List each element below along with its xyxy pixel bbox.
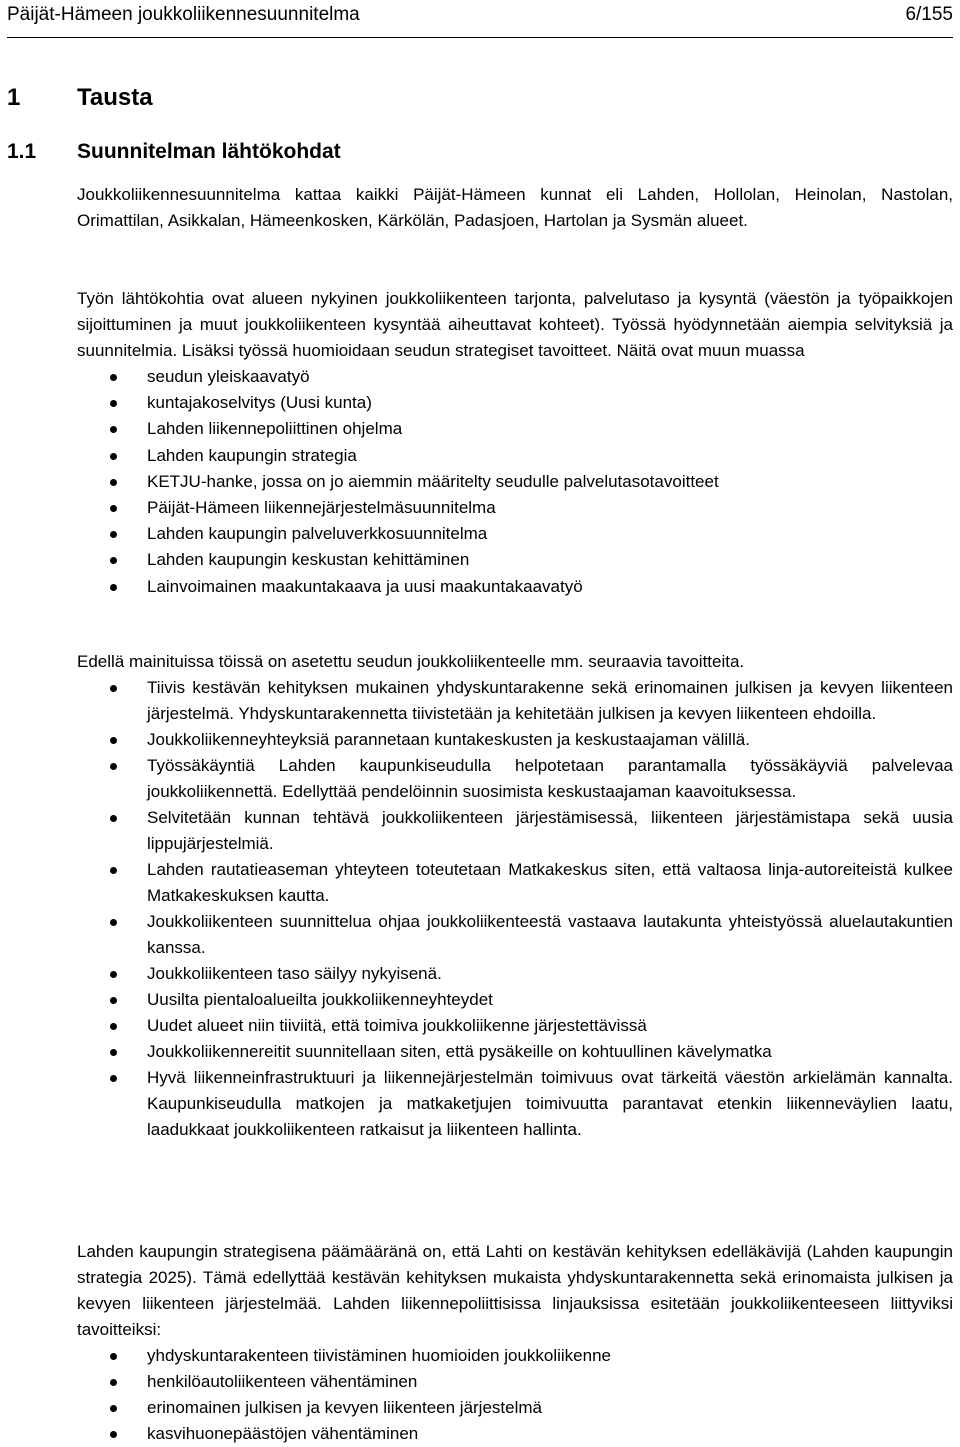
list-item: kasvihuonepäästöjen vähentäminen [77, 1421, 953, 1447]
list-item: Selvitetään kunnan tehtävä joukkoliikenteen järjestämisessä, liikenteen järjestämistapa sekä uusia lippujärjestelmiä. [77, 805, 953, 857]
transport-policy-goals-list [77, 1343, 953, 1447]
paragraph-targets-text: Edellä mainituissa töissä on asetettu seudun joukkoliikenteelle mm. seuraavia tavoitteita. [77, 652, 745, 671]
paragraph-targets [77, 649, 953, 1143]
bullet-icon [110, 479, 117, 486]
bullet-icon [110, 426, 117, 433]
bullet-icon [110, 1431, 117, 1438]
list-item: kuntajakoselvitys (Uusi kunta) [77, 390, 953, 416]
heading-1-number: 1 [7, 84, 21, 111]
heading-2-number: 1.1 [7, 140, 37, 163]
bullet-icon [110, 919, 117, 926]
paragraph-lahti-strategy [77, 1239, 953, 1447]
bullet-icon [110, 1379, 117, 1386]
list-item: Lahden kaupungin keskustan kehittäminen [77, 547, 953, 573]
list-item: Uudet alueet niin tiiviitä, että toimiva joukkoliikenne järjestettävissä [77, 1013, 953, 1039]
list-item: Joukkoliikenteen suunnittelua ohjaa joukkoliikenteestä vastaava lautakunta yhteistyössä aluelautakuntien kanssa. [77, 909, 953, 961]
bullet-icon [110, 867, 117, 874]
paragraph-starting-points [77, 286, 953, 600]
bullet-icon [110, 763, 117, 770]
list-item: Työssäkäyntiä Lahden kaupunkiseudulla helpotetaan parantamalla työssäkäyviä palvelevaa joukkoliikennettä. Edellyttää pendelöinnin suosimista keskustaajaman kaavoituksessa. [77, 753, 953, 805]
paragraph-lahti-strategy-text: Lahden kaupungin strategisena päämääränä on, että Lahti on kestävän kehityksen edelläkävijä (Lahden kaupungin strategia 2025). Tämä edellyttää kestävän kehityksen mukaista yhdyskuntarakennetta sekä erinomaista julkisen ja kevyen liikenteen järjestelmää. Lahden liikennepoliittisissa linjauksissa esitetään joukkoliikenteeseen liittyviksi tavoitteiksi: [77, 1242, 953, 1339]
bullet-icon [110, 997, 117, 1004]
list-item: Päijät-Hämeen liikennejärjestelmäsuunnitelma [77, 495, 953, 521]
bullet-icon [110, 1075, 117, 1082]
paragraph-scope [77, 182, 953, 234]
strategic-goals-list [77, 364, 953, 600]
paragraph-starting-points-text: Työn lähtökohtia ovat alueen nykyinen joukkoliikenteen tarjonta, palvelutaso ja kysyntä (väestön ja työpaikkojen sijoittuminen ja muut joukkoliikenteen kysyntää aiheuttavat kohteet). Työssä hyödynnetään aiempia selvityksiä ja suunnitelmia. Lisäksi työssä huomioidaan seudun strategiset tavoitteet. Näitä ovat muun muassa [77, 289, 953, 360]
bullet-icon [110, 374, 117, 381]
document-title: Päijät-Hämeen joukkoliikennesuunnitelma [7, 4, 360, 25]
bullet-icon [110, 815, 117, 822]
list-item: henkilöautoliikenteen vähentäminen [77, 1369, 953, 1395]
bullet-icon [110, 400, 117, 407]
transit-targets-list [77, 675, 953, 1143]
page-number: 6/155 [905, 4, 953, 25]
list-item: Lainvoimainen maakuntakaava ja uusi maakuntakaavatyö [77, 574, 953, 600]
list-item: yhdyskuntarakenteen tiivistäminen huomioiden joukkoliikenne [77, 1343, 953, 1369]
list-item: Lahden kaupungin strategia [77, 443, 953, 469]
list-item: Lahden rautatieaseman yhteyteen toteutetaan Matkakeskus siten, että valtaosa linja-autoreiteistä kulkee Matkakeskuksen kautta. [77, 857, 953, 909]
bullet-icon [110, 505, 117, 512]
list-item: Joukkoliikenteen taso säilyy nykyisenä. [77, 961, 953, 987]
bullet-icon [110, 1023, 117, 1030]
bullet-icon [110, 531, 117, 538]
header-divider [7, 37, 953, 38]
list-item: erinomainen julkisen ja kevyen liikenteen järjestelmä [77, 1395, 953, 1421]
bullet-icon [110, 557, 117, 564]
list-item: Joukkoliikenneyhteyksiä parannetaan kuntakeskusten ja keskustaajaman välillä. [77, 727, 953, 753]
list-item: Joukkoliikennereitit suunnitellaan siten, että pysäkeille on kohtuullinen kävelymatka [77, 1039, 953, 1065]
list-item: Uusilta pientaloalueilta joukkoliikenneyhteydet [77, 987, 953, 1013]
bullet-icon [110, 971, 117, 978]
list-item: Hyvä liikenneinfrastruktuuri ja liikennejärjestelmän toimivuus ovat tärkeitä väestön arkielämän kannalta. Kaupunkiseudulla matkojen ja matkaketjujen toimivuutta parantavat etenkin liikenneväylien laatu, laadukkaat joukkoliikenteen ratkaisut ja liikenteen hallinta. [77, 1065, 953, 1143]
heading-1 [7, 83, 153, 113]
heading-2 [7, 138, 341, 166]
heading-1-title: Tausta [77, 84, 153, 111]
list-item: Lahden liikennepoliittinen ohjelma [77, 416, 953, 442]
list-item: seudun yleiskaavatyö [77, 364, 953, 390]
bullet-icon [110, 685, 117, 692]
bullet-icon [110, 453, 117, 460]
heading-2-title: Suunnitelman lähtökohdat [77, 140, 341, 163]
bullet-icon [110, 1353, 117, 1360]
bullet-icon [110, 584, 117, 591]
page-header [7, 2, 953, 28]
bullet-icon [110, 737, 117, 744]
list-item: Lahden kaupungin palveluverkkosuunnitelma [77, 521, 953, 547]
list-item: KETJU-hanke, jossa on jo aiemmin määritelty seudulle palvelutasotavoitteet [77, 469, 953, 495]
list-item: Tiivis kestävän kehityksen mukainen yhdyskuntarakenne sekä erinomainen julkisen ja kevyen liikenteen järjestelmä. Yhdyskuntarakennetta tiivistetään ja kehitetään julkisen ja kevyen liikenteen ehdoilla. [77, 675, 953, 727]
bullet-icon [110, 1049, 117, 1056]
bullet-icon [110, 1405, 117, 1412]
paragraph-scope-text: Joukkoliikennesuunnitelma kattaa kaikki Päijät-Hämeen kunnat eli Lahden, Hollolan, Heinolan, Nastolan, Orimattilan, Asikkalan, Hämeenkosken, Kärkölän, Padasjoen, Hartolan ja Sysmän alueet. [77, 185, 953, 230]
